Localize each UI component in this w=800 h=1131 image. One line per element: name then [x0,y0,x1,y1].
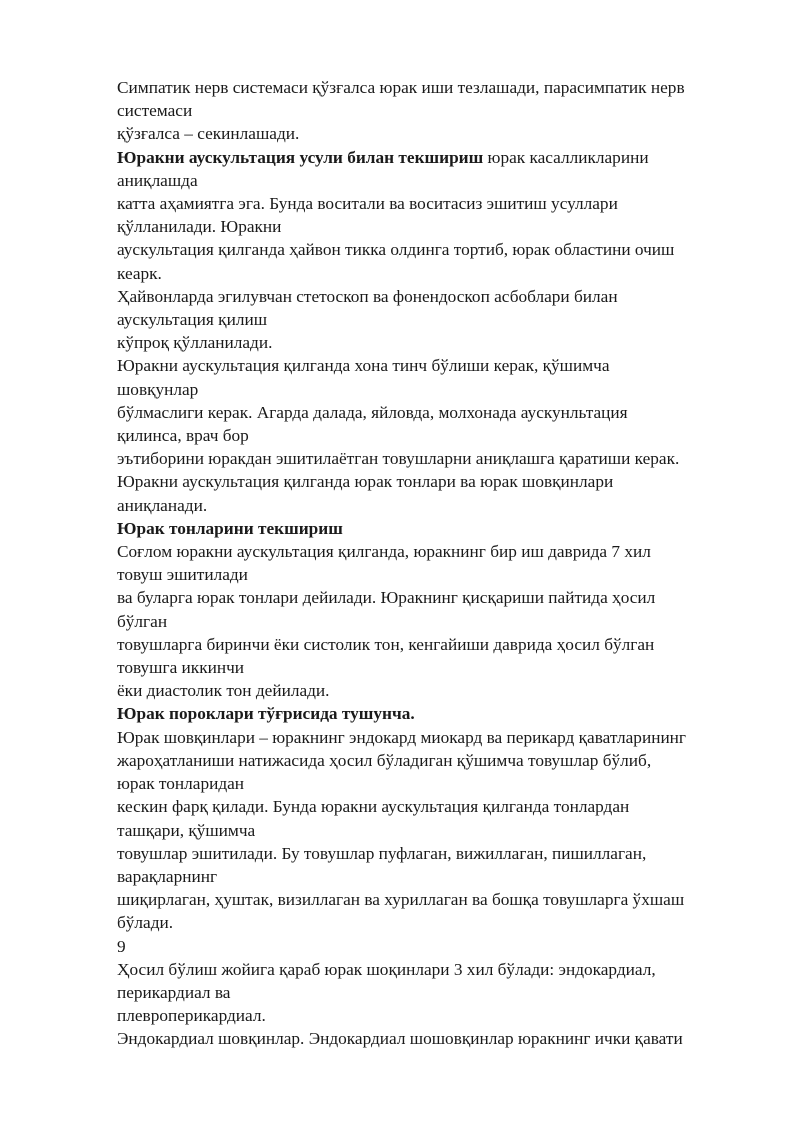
text-line [117,494,747,517]
text-line [117,378,747,401]
text-line [117,76,747,99]
text-line [117,354,747,377]
text-line [117,99,747,122]
line-text: аниқлашда [117,170,198,190]
text-line [117,331,747,354]
text-line [117,702,747,725]
text-line [117,981,747,1004]
line-text: ташқари, қўшимча [117,820,256,840]
text-line [117,656,747,679]
line-text: перикардиал ва [117,982,231,1002]
text-line [117,192,747,215]
text-line [117,447,747,470]
line-text: бўлган [117,611,168,631]
line-text: товуш эшитилади [117,565,248,585]
text-line [117,749,747,772]
line-text: юрак тонларидан [117,774,245,794]
text-line [117,517,747,540]
text-line [117,633,747,656]
line-text: Эндокардиал шовқинлар. Эндокардиал шошовқинлар юракнинг ички қавати [117,1029,683,1049]
line-text: Симпатик нерв системаси қўзғалса юрак иши тезлашади, парасимпатик нерв [117,78,685,97]
text-line [117,262,747,285]
line-text: кўпроқ қўлланилади. [117,333,273,353]
text-line [117,215,747,238]
text-line [117,842,747,865]
line-text: бўлади. [117,913,174,933]
line-text: қўзғалса – секинлашади. [117,124,300,144]
line-text: шиқирлаган, ҳуштак, визиллаган ва хуриллаган ва бошқа товушларга ўхшаш [117,890,685,910]
line-text: кескин фарқ қилади. Бунда юракни аускультация қилганда тонлардан [117,797,630,817]
text-line [117,1004,747,1027]
line-text: варақларнинг [117,866,218,886]
text-line [117,563,747,586]
line-text: товушга иккинчи [117,658,245,678]
text-line [117,935,747,958]
text-line [117,424,747,447]
text-line [117,610,747,633]
text-line [117,470,747,493]
text-line [117,540,747,563]
document-body [117,76,747,1051]
line-text: Ҳайвонларда эгилувчан стетоскоп ва фонендоскоп асбоблари билан [117,286,618,306]
text-line [117,146,747,169]
text-line [117,911,747,934]
line-text: системаси [117,101,193,121]
bold-heading-text: Юракни аускультация усули билан текшириш [117,147,484,167]
text-line [117,1027,747,1050]
text-line [117,169,747,192]
line-text: Юракни аускультация қилганда юрак тонлари ва юрак шовқинлари [117,472,614,492]
line-text: Юракни аускультация қилганда хона тинч бўлиши керак, қўшимча [117,356,610,376]
line-text: қўлланилади. Юракни [117,217,282,237]
line-text: аниқланади. [117,495,208,515]
line-text: ва буларга юрак тонлари дейилади. Юракнинг қисқариши пайтида ҳосил [117,588,656,608]
line-text: аускультация қилиш [117,310,268,330]
line-text: эътиборини юракдан эшитилаётган товушларни аниқлашга қаратиши керак. [117,449,680,469]
text-line [117,586,747,609]
line-text: товушлар эшитилади. Бу товушлар пуфлаган, вижиллаган, пишиллаган, [117,843,647,863]
text-line [117,726,747,749]
text-line [117,865,747,888]
line-text: кеарк. [117,263,162,283]
bold-heading-text: Юрак пороклари тўғрисида тушунча. [117,704,415,724]
line-text: катта аҳамиятга эга. Бунда воситали ва воситасиз эшитиш усуллари [117,194,618,214]
bold-heading-text: Юрак тонларини текшириш [117,518,343,538]
text-line [117,679,747,702]
line-text: Юрак шовқинлари – юракнинг эндокард миокард ва перикард қаватларининг [117,727,687,747]
text-line [117,122,747,145]
line-text: 9 [117,936,126,956]
line-text: аускультация қилганда ҳайвон тикка олдинга тортиб, юрак областини очиш [117,240,675,260]
text-line [117,285,747,308]
line-text: юрак касалликларини [483,147,649,167]
line-text: бўлмаслиги керак. Агарда далада, яйловда, молхонада аускунльтация [117,402,628,422]
line-text: қилинса, врач бор [117,426,249,446]
text-line [117,819,747,842]
text-line [117,308,747,331]
line-text: Соғлом юракни аускультация қилганда, юракнинг бир иш даврида 7 хил [117,542,651,562]
text-line [117,401,747,424]
text-line [117,795,747,818]
line-text: жароҳатланиши натижасида ҳосил бўладиган қўшимча товушлар бўлиб, [117,750,652,770]
line-text: плевроперикардиал. [117,1006,266,1026]
line-text: шовқунлар [117,379,199,399]
line-text: ёки диастолик тон дейилади. [117,681,330,701]
line-text: товушларга биринчи ёки систолик тон, кенгайиши даврида ҳосил бўлган [117,634,655,654]
text-line [117,958,747,981]
text-line [117,772,747,795]
text-line [117,888,747,911]
line-text: Ҳосил бўлиш жойига қараб юрак шоқинлари 3 хил бўлади: эндокардиал, [117,959,656,979]
text-line [117,238,747,261]
